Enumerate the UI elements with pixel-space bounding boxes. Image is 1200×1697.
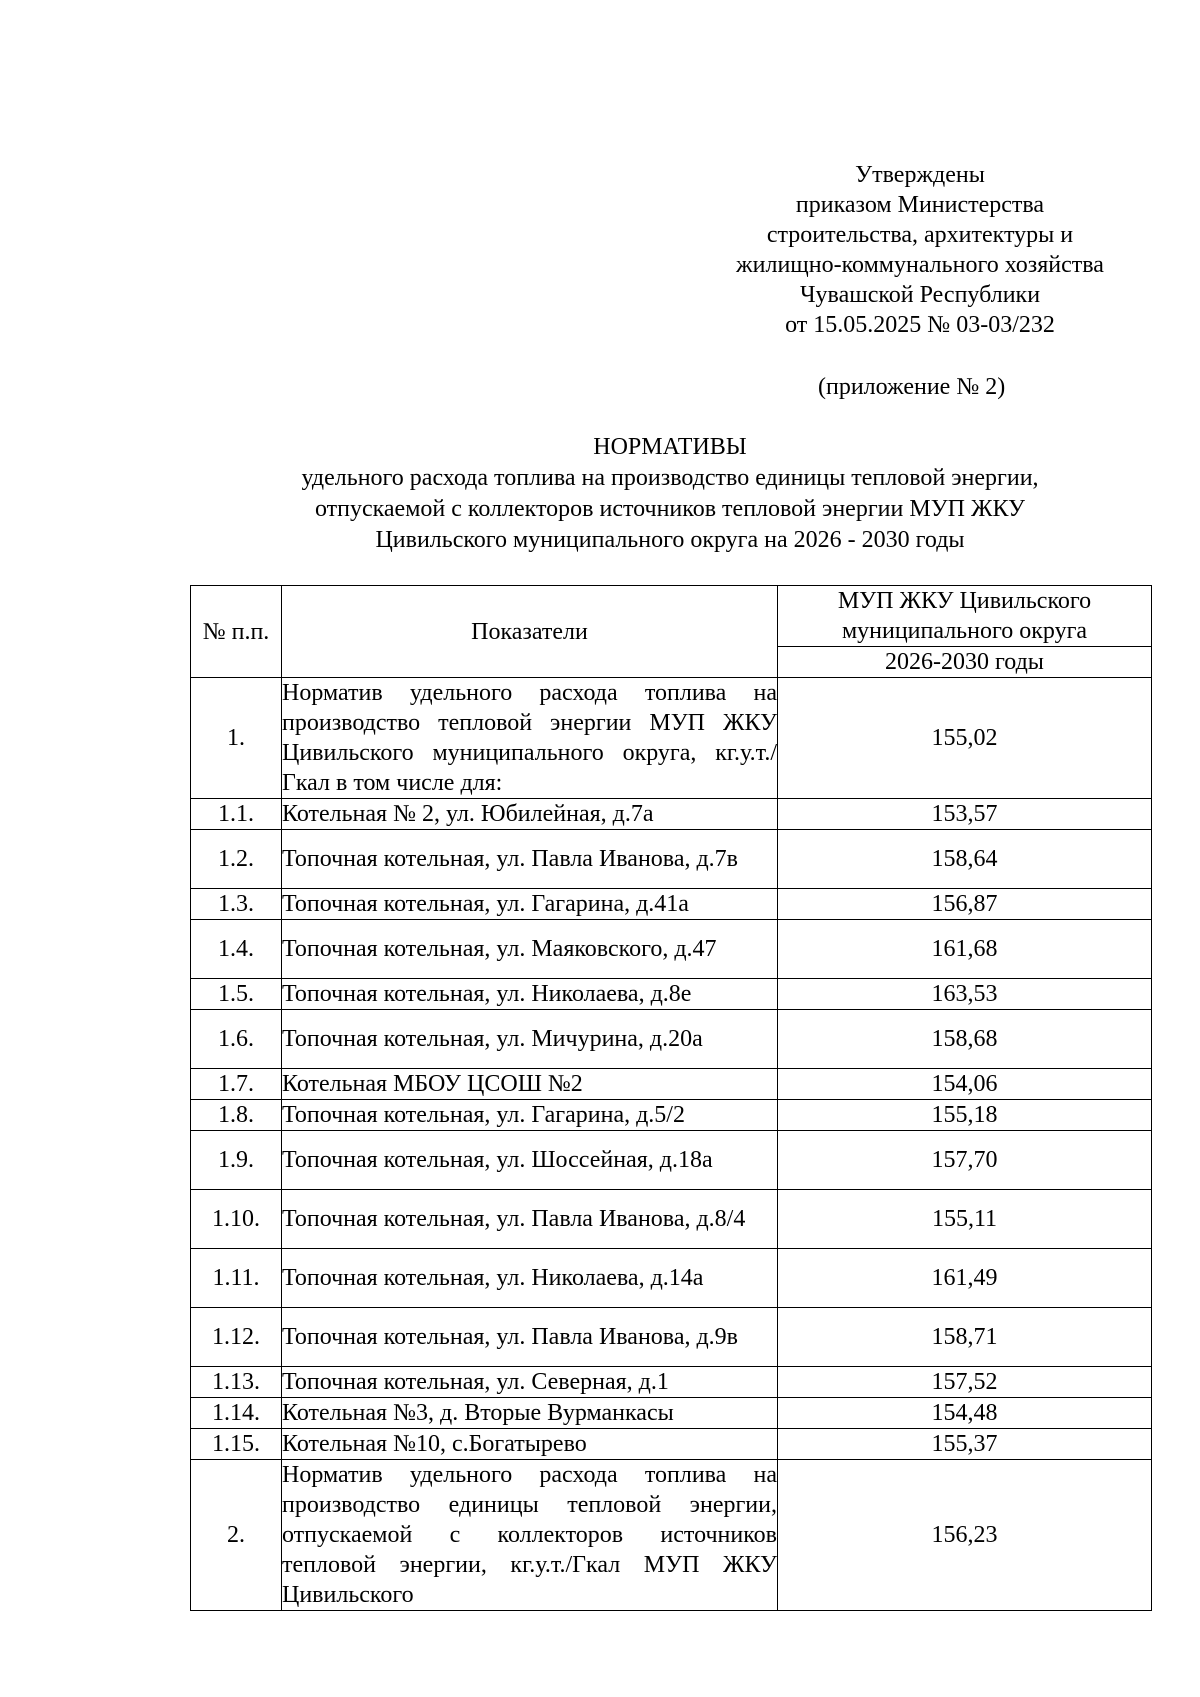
row-num: 1.2. — [191, 830, 282, 889]
row-value: 153,57 — [778, 799, 1152, 830]
row-value: 155,11 — [778, 1190, 1152, 1249]
row-indicator: Топочная котельная, ул. Мичурина, д.20а — [282, 1010, 778, 1069]
row-indicator: Топочная котельная, ул. Павла Иванова, д.8/4 — [282, 1190, 778, 1249]
row-value: 155,18 — [778, 1100, 1152, 1131]
approval-block — [690, 160, 1150, 340]
approval-line: строительства, архитектуры и — [766, 222, 1074, 248]
row-num: 2. — [191, 1460, 282, 1611]
row-num: 1.13. — [191, 1367, 282, 1398]
row-indicator: Топочная котельная, ул. Маяковского, д.47 — [282, 920, 778, 979]
table-row — [191, 1190, 1152, 1249]
table-row — [191, 1010, 1152, 1069]
row-indicator: Топочная котельная, ул. Гагарина, д.41а — [282, 889, 778, 920]
row-value: 161,49 — [778, 1249, 1152, 1308]
row-value: 158,64 — [778, 830, 1152, 889]
row-num: 1.11. — [191, 1249, 282, 1308]
row-indicator: Норматив удельного расхода топлива на производство единицы тепловой энергии, отпускаемой с коллекторов источников тепловой энергии, кг.у.т./Гкал МУП ЖКУ Цивильского — [282, 1460, 778, 1611]
row-indicator: Котельная МБОУ ЦСОШ №2 — [282, 1069, 778, 1100]
title-heading: НОРМАТИВЫ — [593, 434, 747, 460]
row-num: 1.6. — [191, 1010, 282, 1069]
title-line: отпускаемой с коллекторов источников тепловой энергии МУП ЖКУ — [314, 496, 1026, 522]
row-value: 156,23 — [778, 1460, 1152, 1611]
row-value: 158,71 — [778, 1308, 1152, 1367]
row-value: 155,02 — [778, 678, 1152, 799]
row-num: 1.12. — [191, 1308, 282, 1367]
row-value: 157,70 — [778, 1131, 1152, 1190]
row-indicator: Топочная котельная, ул. Гагарина, д.5/2 — [282, 1100, 778, 1131]
table-row — [191, 1460, 1152, 1611]
table-row — [191, 979, 1152, 1010]
table-row — [191, 799, 1152, 830]
table-row — [191, 1100, 1152, 1131]
row-value: 156,87 — [778, 889, 1152, 920]
row-value: 163,53 — [778, 979, 1152, 1010]
document-title — [190, 432, 1150, 556]
row-indicator: Топочная котельная, ул. Шоссейная, д.18а — [282, 1131, 778, 1190]
row-indicator: Топочная котельная, ул. Павла Иванова, д.7в — [282, 830, 778, 889]
norms-table — [190, 585, 1152, 1611]
row-indicator: Котельная №10, с.Богатырево — [282, 1429, 778, 1460]
row-num: 1.14. — [191, 1398, 282, 1429]
table-row — [191, 1069, 1152, 1100]
row-indicator: Топочная котельная, ул. Павла Иванова, д.9в — [282, 1308, 778, 1367]
table-row — [191, 1308, 1152, 1367]
approval-line: Чувашской Республики — [799, 282, 1041, 308]
row-indicator: Топочная котельная, ул. Северная, д.1 — [282, 1367, 778, 1398]
table-row — [191, 678, 1152, 799]
header-indicator: Показатели — [282, 586, 778, 678]
row-indicator: Норматив удельного расхода топлива на производство тепловой энергии МУП ЖКУ Цивильского муниципального округа, кг.у.т./Гкал в том числе для: — [282, 678, 778, 799]
table-row — [191, 1367, 1152, 1398]
row-indicator: Котельная № 2, ул. Юбилейная, д.7а — [282, 799, 778, 830]
row-num: 1.15. — [191, 1429, 282, 1460]
row-num: 1. — [191, 678, 282, 799]
row-indicator: Котельная №3, д. Вторые Вурманкасы — [282, 1398, 778, 1429]
row-num: 1.7. — [191, 1069, 282, 1100]
row-value: 158,68 — [778, 1010, 1152, 1069]
row-num: 1.1. — [191, 799, 282, 830]
row-num: 1.9. — [191, 1131, 282, 1190]
row-num: 1.3. — [191, 889, 282, 920]
header-period: 2026-2030 годы — [778, 647, 1152, 678]
row-indicator: Топочная котельная, ул. Николаева, д.8е — [282, 979, 778, 1010]
row-num: 1.8. — [191, 1100, 282, 1131]
row-value: 154,06 — [778, 1069, 1152, 1100]
header-num: № п.п. — [191, 586, 282, 678]
table-row — [191, 1131, 1152, 1190]
table-row — [191, 920, 1152, 979]
row-value: 155,37 — [778, 1429, 1152, 1460]
row-num: 1.4. — [191, 920, 282, 979]
table-row — [191, 1249, 1152, 1308]
row-value: 154,48 — [778, 1398, 1152, 1429]
approval-line: от 15.05.2025 № 03-03/232 — [785, 312, 1055, 338]
row-value: 157,52 — [778, 1367, 1152, 1398]
approval-line: Утверждены — [855, 162, 985, 188]
title-line: Цивильского муниципального округа на 2026 - 2030 годы — [375, 527, 965, 553]
title-line: удельного расхода топлива на производство единицы тепловой энергии, — [301, 465, 1039, 491]
table-row — [191, 830, 1152, 889]
table-row — [191, 889, 1152, 920]
row-num: 1.10. — [191, 1190, 282, 1249]
approval-line: жилищно-коммунального хозяйства — [736, 252, 1104, 278]
approval-line: приказом Министерства — [795, 192, 1045, 218]
row-num: 1.5. — [191, 979, 282, 1010]
appendix-label: (приложение № 2) — [818, 374, 1006, 400]
table-row — [191, 1429, 1152, 1460]
table-row — [191, 1398, 1152, 1429]
row-indicator: Топочная котельная, ул. Николаева, д.14а — [282, 1249, 778, 1308]
row-value: 161,68 — [778, 920, 1152, 979]
table-header-row — [191, 586, 1152, 647]
header-org: МУП ЖКУ Цивильского муниципального округа — [778, 586, 1152, 647]
